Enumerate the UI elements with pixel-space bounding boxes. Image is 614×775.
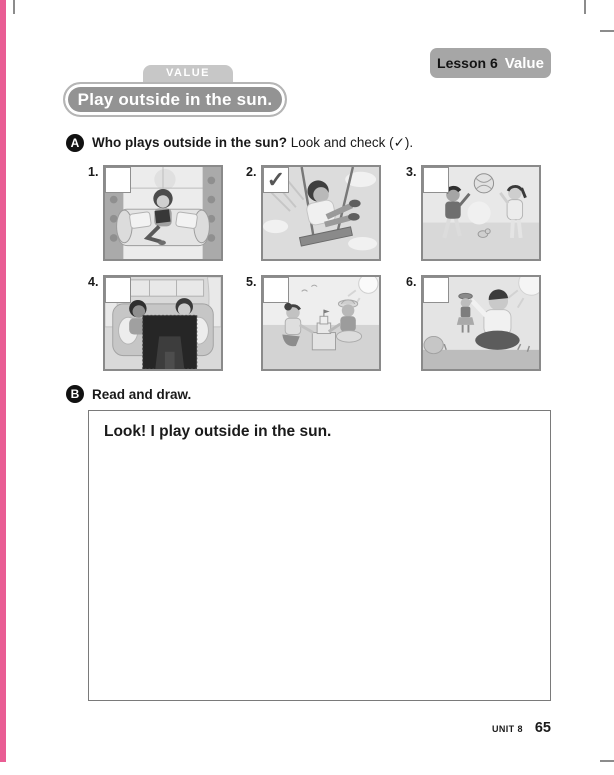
scene-image-2 [261,165,381,261]
activity-item-6 [406,275,541,371]
drawing-box[interactable] [88,410,551,701]
item-number: 3. [406,165,417,179]
checkbox-6[interactable] [423,277,449,303]
item-number: 2. [246,165,257,179]
section-a-prompt-bold: Who plays outside in the sun? [92,135,288,150]
unit-label: UNIT 8 [491,724,523,734]
title-pill [63,82,287,117]
scene-image-4 [103,275,223,371]
drawing-box-caption: Look! I play outside in the sun. [104,423,332,440]
crop-mark [600,30,614,32]
value-tab-label: VALUE [166,67,210,79]
checkbox-2[interactable]: ✓ [263,167,289,193]
item-number: 1. [88,165,99,179]
crop-mark [600,760,614,762]
crop-mark [584,0,586,14]
checkbox-5[interactable] [263,277,289,303]
section-b-prompt [92,387,191,402]
page-number: 65 [534,720,551,736]
section-a-header [66,134,413,152]
item-number: 4. [88,275,99,289]
scene-image-6 [421,275,541,371]
lesson-badge [430,48,551,78]
activity-item-2 [246,165,381,261]
item-number: 6. [406,275,417,289]
lesson-value-label: Value [504,54,544,72]
page-edge-accent [0,0,6,762]
section-b-prompt-bold: Read and draw. [92,386,192,402]
crop-mark [13,0,15,14]
section-a-badge: A [66,134,84,152]
lesson-number-label: Lesson 6 [437,55,498,71]
checkbox-1[interactable] [105,167,131,193]
section-a-prompt [92,135,413,151]
section-b-header [66,385,191,403]
scene-image-1 [103,165,223,261]
activity-item-4 [88,275,223,371]
page-title: Play outside in the sun. [77,89,273,109]
activity-item-5 [246,275,381,371]
activity-item-3 [406,165,541,261]
page-footer [492,720,551,736]
item-number: 5. [246,275,257,289]
checkbox-4[interactable] [105,277,131,303]
section-a-prompt-rest: Look and check (✓). [287,135,414,150]
section-b-badge: B [66,385,84,403]
scene-image-3 [421,165,541,261]
activity-item-1 [88,165,223,261]
checkbox-3[interactable] [423,167,449,193]
scene-image-5 [261,275,381,371]
